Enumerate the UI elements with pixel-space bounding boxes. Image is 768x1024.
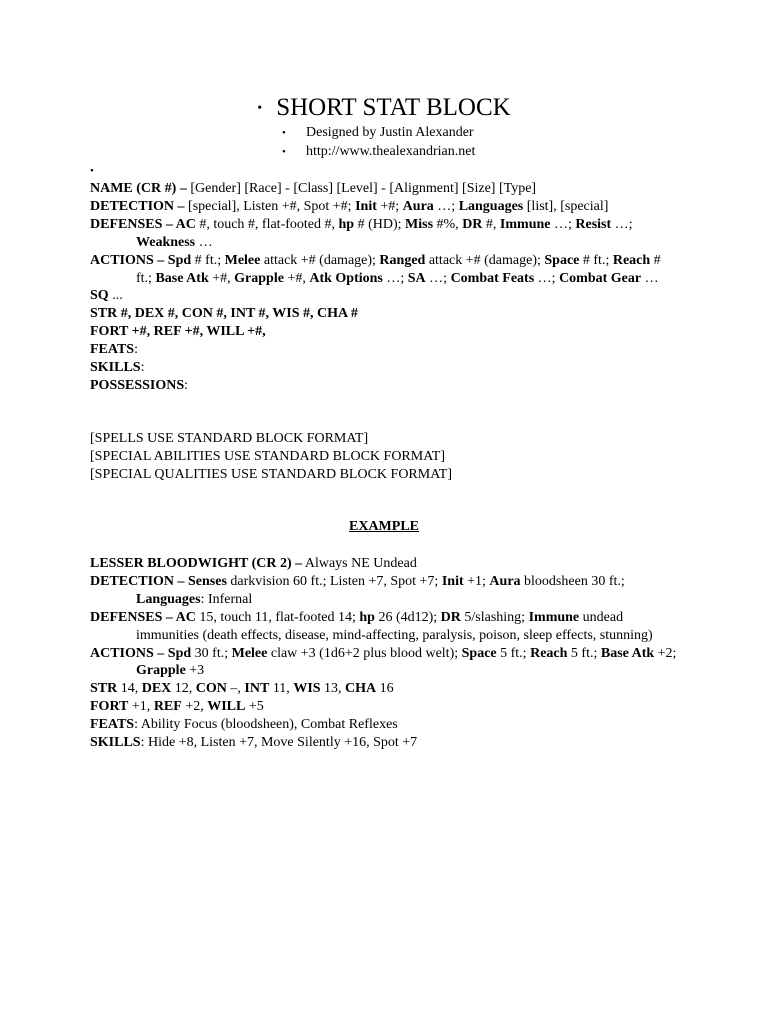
template-stat-block (90, 180, 680, 395)
field-label: LESSER BLOODWIGHT (CR 2) – (90, 556, 303, 571)
template-line (90, 305, 680, 323)
field-label: Init (441, 573, 464, 589)
field-label: Combat Gear (559, 270, 642, 286)
field-value: # ft.; (136, 252, 661, 286)
field-value: # ft.; (191, 252, 225, 268)
field-value: [special], Listen +#, Spot +#; (184, 198, 356, 214)
field-value: 16 (376, 681, 394, 697)
field-value: +5 (245, 699, 264, 715)
field-label: Init (355, 198, 377, 214)
field-value: –, (226, 681, 245, 697)
field-value: : (140, 360, 145, 376)
template-line (90, 180, 680, 198)
field-label: STR (90, 681, 118, 697)
field-value: attack +# (damage); (260, 252, 380, 268)
field-value: …; (382, 270, 408, 286)
example-line (90, 555, 680, 573)
field-value: …; (550, 216, 576, 232)
field-value: : Infernal (200, 591, 253, 607)
field-value: undead immunities (death effects, disease, mind-affecting, paralysis, poison, sleep effects, stunning) (136, 609, 653, 643)
field-value: …; (425, 270, 451, 286)
field-value: 5 ft.; (567, 645, 601, 661)
field-value: +2; (654, 645, 677, 661)
field-value: [list], [special] (523, 198, 609, 214)
template-line (90, 287, 680, 305)
example-line (90, 716, 680, 734)
template-line (90, 359, 680, 377)
template-line (90, 252, 680, 288)
template-line (90, 216, 680, 252)
field-label: DR (462, 216, 483, 232)
field-label: Reach (612, 252, 651, 268)
field-value: 11, (269, 681, 294, 697)
field-label: Reach (530, 645, 568, 661)
field-label: Languages (136, 591, 201, 607)
example-stat-block (90, 555, 680, 752)
field-label: FEATS (90, 342, 135, 358)
field-value: : Hide +8, Listen +7, Move Silently +16, Spot +7 (140, 735, 418, 751)
field-value: 14, (117, 681, 142, 697)
field-label: Base Atk (600, 645, 655, 661)
field-label: INT (244, 681, 270, 697)
field-label: DEX (141, 681, 172, 697)
field-label: FEATS (90, 717, 135, 733)
template-line (90, 341, 680, 359)
field-value: +1, (128, 699, 154, 715)
template-line (90, 377, 680, 395)
field-value: #, touch #, flat-footed #, (195, 216, 339, 232)
field-label: Immune (528, 609, 580, 625)
field-value: claw +3 (1d6+2 plus blood welt); (267, 645, 462, 661)
field-value: Always NE Undead (302, 556, 417, 571)
field-value: …; (433, 198, 459, 214)
field-value: : (134, 342, 138, 358)
field-value: #%, (433, 216, 463, 232)
field-value: 12, (171, 681, 196, 697)
url-text: http://www.thealexandrian.net (306, 144, 476, 159)
field-value: +2, (181, 699, 208, 715)
field-value: +#, (208, 270, 235, 286)
field-label: SA (407, 270, 426, 286)
field-label: Space (461, 645, 497, 661)
field-label: WILL (207, 699, 246, 715)
field-label: hp (359, 609, 375, 625)
field-label: CON (195, 681, 227, 697)
field-label: FORT +#, REF +#, WILL +#, (90, 324, 266, 340)
field-value: #, (482, 216, 500, 232)
field-label: NAME (CR #) – (90, 181, 187, 196)
title-line (0, 92, 768, 125)
field-label: Combat Feats (450, 270, 535, 286)
field-value: 13, (320, 681, 346, 697)
field-label: SQ (90, 288, 109, 304)
bullet-icon: • (282, 146, 286, 158)
field-label: Space (544, 252, 580, 268)
field-label: SKILLS (90, 735, 141, 751)
bullet-icon: • (90, 165, 94, 177)
field-label: DEFENSES – AC (90, 216, 196, 232)
field-label: DETECTION – (90, 198, 185, 214)
field-label: Weakness (136, 234, 196, 250)
field-label: Aura (489, 573, 521, 589)
field-label: Ranged (379, 252, 426, 268)
field-label: Grapple (136, 663, 186, 679)
bullet-icon: • (257, 101, 263, 117)
field-value: bloodsheen 30 ft.; (520, 573, 625, 589)
field-label: DR (440, 609, 461, 625)
template-line (90, 323, 680, 341)
field-label: Resist (575, 216, 612, 232)
example-line (90, 698, 680, 716)
field-label: Melee (231, 645, 268, 661)
subtitle-item-url (282, 143, 476, 161)
field-value: …; (611, 216, 633, 232)
field-value: +1; (463, 573, 490, 589)
format-note: [SPECIAL QUALITIES USE STANDARD BLOCK FORMAT] (90, 466, 452, 482)
example-line (90, 680, 680, 698)
field-label: Miss (405, 216, 434, 232)
field-label: DEFENSES – AC (90, 609, 196, 625)
field-label: SKILLS (90, 360, 141, 376)
field-value: 30 ft.; (191, 645, 232, 661)
example-heading: EXAMPLE (349, 519, 419, 534)
example-line (90, 609, 680, 645)
field-label: CHA (345, 681, 377, 697)
author-text: Designed by Justin Alexander (306, 125, 474, 140)
field-label: POSSESSIONS (90, 377, 185, 393)
field-value: : Ability Focus (bloodsheen), Combat Reflexes (134, 717, 398, 733)
field-label: Immune (499, 216, 551, 232)
field-value: [Gender] [Race] - [Class] [Level] - [Alignment] [Size] [Type] (186, 181, 537, 196)
field-value: 5/slashing; (460, 609, 529, 625)
field-label: Base Atk (155, 270, 209, 286)
format-note: [SPELLS USE STANDARD BLOCK FORMAT] (90, 431, 369, 446)
example-line (90, 573, 680, 609)
field-value: …; (534, 270, 560, 286)
template-line (90, 198, 680, 216)
subtitle-item-author (282, 124, 474, 142)
field-value: +3 (185, 663, 205, 679)
example-line (90, 645, 680, 681)
format-notes (90, 430, 680, 484)
field-label: Languages (458, 198, 524, 214)
field-value: 5 ft.; (496, 645, 531, 661)
field-label: Atk Options (309, 270, 383, 286)
field-value: +#, (283, 270, 310, 286)
field-label: ACTIONS – Spd (90, 645, 192, 661)
field-label: Melee (224, 252, 261, 268)
field-value: … (195, 234, 213, 250)
field-value: … (641, 270, 659, 286)
field-label: REF (153, 699, 182, 715)
field-value: # (HD); (354, 216, 406, 232)
field-value: darkvision 60 ft.; Listen +7, Spot +7; (226, 573, 442, 589)
field-label: Aura (402, 198, 434, 214)
page-title: SHORT STAT BLOCK (276, 94, 511, 121)
format-note: [SPECIAL ABILITIES USE STANDARD BLOCK FORMAT] (90, 448, 445, 464)
field-label: DETECTION – Senses (90, 573, 227, 589)
field-label: FORT (90, 699, 129, 715)
field-value: ... (108, 288, 123, 304)
field-label: WIS (293, 681, 321, 697)
field-label: ACTIONS – Spd (90, 252, 192, 268)
field-label: hp (338, 216, 355, 232)
field-label: Grapple (234, 270, 284, 286)
example-line (90, 734, 680, 752)
bullet-icon: • (282, 127, 286, 139)
field-value: +#; (376, 198, 403, 214)
field-value: # ft.; (579, 252, 613, 268)
field-value: 15, touch 11, flat-footed 14; (195, 609, 360, 625)
field-value: 26 (4d12); (374, 609, 441, 625)
field-label: STR #, DEX #, CON #, INT #, WIS #, CHA # (90, 306, 358, 322)
field-value: : (184, 377, 189, 393)
field-value: attack +# (damage); (425, 252, 545, 268)
